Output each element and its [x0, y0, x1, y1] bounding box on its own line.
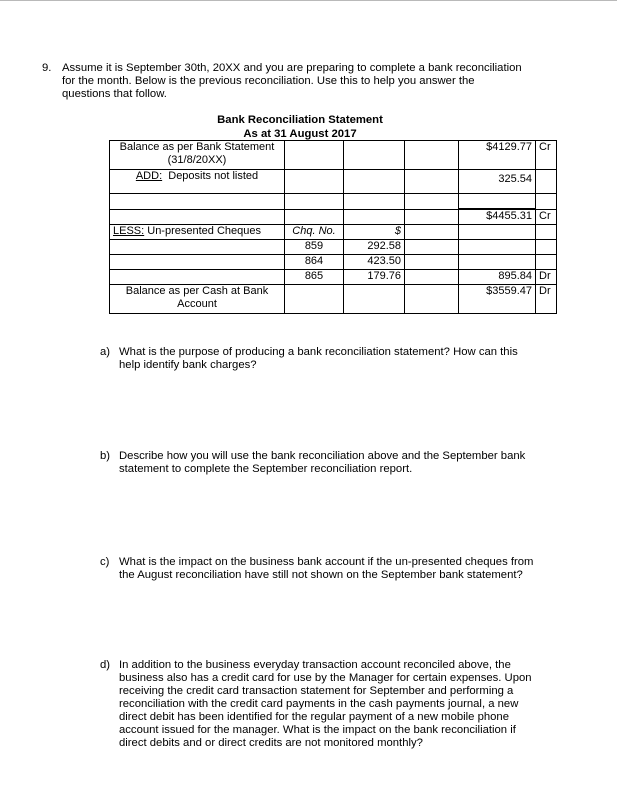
less-total-side: Dr	[536, 270, 557, 285]
table-row	[110, 170, 557, 194]
question-text: In addition to the business everyday transaction account reconciled above, the business also has a credit card for use by the Manager for certain expenses. Upon receiving the credit card transaction statement for September and performing a reconciliation with the credit card payments in the cash payments journal, a new direct debit has been identified for the regular payment of a new mobile phone account issued for the manager. What is the impact on the bank reconciliation if direct debits and or direct credits are not monitored monthly?	[119, 659, 532, 749]
add-prefix: ADD:	[135, 170, 163, 182]
cheque-amount: 423.50	[344, 255, 405, 270]
balance-cash-label: Balance as per Cash at Bank Account	[110, 285, 285, 314]
question-text: Assume it is September 30th, 20XX and you are preparing to complete a bank reconciliation for the month. Below is the previous reconciliation. Use this to help you answer the questions that follow.	[62, 62, 522, 100]
statement-subtitle: As at 31 August 2017	[243, 128, 357, 140]
balance-bank-label: Balance as per Bank Statement (31/8/20XX)	[110, 141, 285, 170]
statement-title: Bank Reconciliation Statement	[217, 114, 383, 126]
cheque-amount-header: $	[344, 225, 405, 240]
cheque-amount: 292.58	[344, 240, 405, 255]
table-row	[110, 141, 557, 170]
question-label: b)	[100, 450, 111, 462]
cheque-number: 864	[285, 255, 344, 270]
less-label: Un-presented Cheques	[147, 225, 261, 237]
table-row	[110, 285, 557, 314]
subtotal-amount: $4455.31	[459, 209, 536, 225]
table-row	[110, 270, 557, 285]
cheque-number-header: Chq. No.	[285, 225, 344, 240]
add-amount: 325.54	[459, 170, 536, 194]
less-prefix: LESS:	[113, 225, 145, 237]
question-text: What is the purpose of producing a bank reconciliation statement? How can this help identify bank charges?	[119, 346, 518, 371]
add-row-label	[110, 170, 285, 194]
question-label: d)	[100, 659, 111, 671]
page-top-rule	[0, 0, 617, 1]
table-row	[110, 255, 557, 270]
cheque-number: 859	[285, 240, 344, 255]
add-label: Deposits not listed	[168, 170, 259, 182]
table-row	[110, 209, 557, 225]
subtotal-side: Cr	[536, 209, 557, 225]
balance-cash-amount: $3559.47	[459, 285, 536, 314]
reconciliation-table	[109, 140, 557, 314]
table-row	[110, 194, 557, 210]
question-number: 9.	[42, 62, 52, 74]
balance-cash-side: Dr	[536, 285, 557, 314]
cheque-number: 865	[285, 270, 344, 285]
balance-bank-amount: $4129.77	[459, 141, 536, 170]
question-label: c)	[100, 556, 110, 568]
table-row	[110, 225, 557, 240]
balance-bank-side: Cr	[536, 141, 557, 170]
less-total-amount: 895.84	[459, 270, 536, 285]
cheque-amount: 179.76	[344, 270, 405, 285]
less-row-label	[110, 225, 285, 240]
table-row	[110, 240, 557, 255]
question-label: a)	[100, 346, 111, 358]
question-text: What is the impact on the business bank account if the un-presented cheques from the August reconciliation have still not shown on the September bank statement?	[119, 556, 534, 581]
question-text: Describe how you will use the bank reconciliation above and the September bank statement to complete the September reconciliation report.	[119, 450, 526, 475]
